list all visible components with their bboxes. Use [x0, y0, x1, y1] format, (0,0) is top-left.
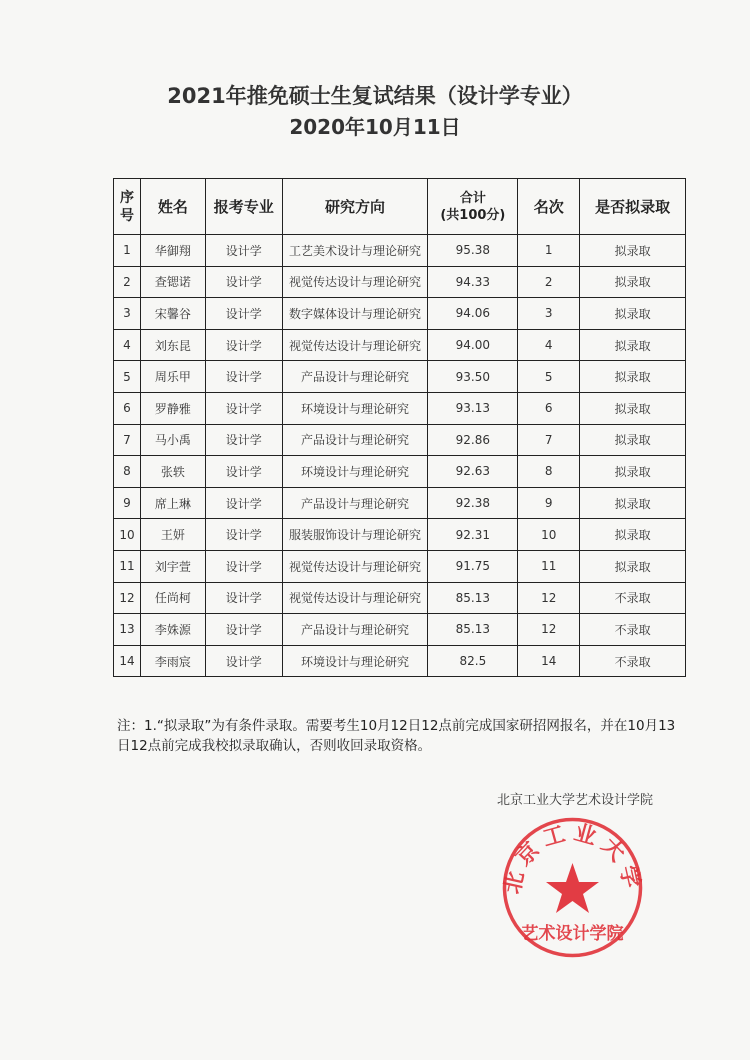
- cell-admitted: 拟录取: [580, 550, 686, 582]
- cell-major: 设计学: [205, 487, 282, 519]
- cell-direction: 产品设计与理论研究: [282, 424, 428, 456]
- cell-index: 1: [114, 235, 141, 267]
- cell-score: 94.00: [428, 329, 518, 361]
- table-row: [114, 424, 686, 456]
- header-admitted: 是否拟录取: [580, 179, 686, 235]
- table-row: [114, 550, 686, 582]
- table-row: [114, 487, 686, 519]
- cell-direction: 产品设计与理论研究: [282, 487, 428, 519]
- seal-outer-text: 北京工业大学: [500, 820, 645, 897]
- cell-admitted: 拟录取: [580, 392, 686, 424]
- cell-name: 周乐甲: [140, 361, 205, 393]
- document-title: 2021年推免硕士生复试结果（设计学专业）: [167, 84, 583, 108]
- cell-index: 6: [114, 392, 141, 424]
- cell-index: 10: [114, 519, 141, 551]
- table-header-row: [114, 179, 686, 235]
- cell-index: 12: [114, 582, 141, 614]
- cell-index: 8: [114, 456, 141, 488]
- cell-score: 93.50: [428, 361, 518, 393]
- cell-name: 张轶: [140, 456, 205, 488]
- cell-index: 4: [114, 329, 141, 361]
- cell-name: 刘宇萱: [140, 550, 205, 582]
- cell-name: 华御翔: [140, 235, 205, 267]
- cell-major: 设计学: [205, 298, 282, 330]
- cell-major: 设计学: [205, 456, 282, 488]
- cell-major: 设计学: [205, 266, 282, 298]
- cell-major: 设计学: [205, 361, 282, 393]
- official-seal-stamp: [500, 815, 645, 960]
- cell-name: 宋馨谷: [140, 298, 205, 330]
- cell-direction: 产品设计与理论研究: [282, 361, 428, 393]
- cell-name: 李雨宸: [140, 645, 205, 677]
- cell-direction: 服装服饰设计与理论研究: [282, 519, 428, 551]
- cell-direction: 视觉传达设计与理论研究: [282, 266, 428, 298]
- cell-index: 13: [114, 614, 141, 646]
- cell-score: 92.31: [428, 519, 518, 551]
- cell-admitted: 拟录取: [580, 361, 686, 393]
- cell-admitted: 不录取: [580, 582, 686, 614]
- cell-major: 设计学: [205, 645, 282, 677]
- table-row: [114, 235, 686, 267]
- table-row: [114, 392, 686, 424]
- cell-rank: 7: [518, 424, 580, 456]
- cell-rank: 11: [518, 550, 580, 582]
- cell-rank: 2: [518, 266, 580, 298]
- cell-admitted: 拟录取: [580, 298, 686, 330]
- cell-admitted: 拟录取: [580, 487, 686, 519]
- cell-score: 85.13: [428, 614, 518, 646]
- header-total-label: 合计: [459, 190, 486, 206]
- cell-major: 设计学: [205, 614, 282, 646]
- cell-rank: 10: [518, 519, 580, 551]
- footnote: 注：1.“拟录取”为有条件录取。需要考生10月12日12点前完成国家研招网报名，并在10月13日12点前完成我校拟录取确认，否则收回录取资格。: [117, 718, 676, 754]
- header-direction: 研究方向: [282, 179, 428, 235]
- cell-rank: 12: [518, 614, 580, 646]
- cell-admitted: 拟录取: [580, 519, 686, 551]
- cell-major: 设计学: [205, 519, 282, 551]
- cell-admitted: 拟录取: [580, 456, 686, 488]
- signature-school: 北京工业大学艺术设计学院: [497, 793, 654, 808]
- cell-index: 14: [114, 645, 141, 677]
- cell-direction: 环境设计与理论研究: [282, 392, 428, 424]
- cell-index: 9: [114, 487, 141, 519]
- cell-rank: 1: [518, 235, 580, 267]
- header-total: [428, 179, 518, 235]
- cell-rank: 3: [518, 298, 580, 330]
- cell-rank: 8: [518, 456, 580, 488]
- table-row: [114, 456, 686, 488]
- cell-direction: 视觉传达设计与理论研究: [282, 550, 428, 582]
- cell-index: 11: [114, 550, 141, 582]
- table-row: [114, 361, 686, 393]
- cell-index: 3: [114, 298, 141, 330]
- cell-name: 刘东昆: [140, 329, 205, 361]
- cell-score: 94.33: [428, 266, 518, 298]
- cell-admitted: 拟录取: [580, 235, 686, 267]
- cell-direction: 工艺美术设计与理论研究: [282, 235, 428, 267]
- table-row: [114, 582, 686, 614]
- cell-admitted: 拟录取: [580, 266, 686, 298]
- cell-name: 王妍: [140, 519, 205, 551]
- cell-score: 91.75: [428, 550, 518, 582]
- header-index: 序号: [114, 179, 141, 235]
- cell-direction: 视觉传达设计与理论研究: [282, 329, 428, 361]
- cell-direction: 视觉传达设计与理论研究: [282, 582, 428, 614]
- cell-admitted: 拟录取: [580, 329, 686, 361]
- cell-name: 马小禹: [140, 424, 205, 456]
- cell-score: 82.5: [428, 645, 518, 677]
- cell-name: 李姝源: [140, 614, 205, 646]
- cell-direction: 环境设计与理论研究: [282, 645, 428, 677]
- cell-score: 85.13: [428, 582, 518, 614]
- cell-score: 92.63: [428, 456, 518, 488]
- cell-rank: 9: [518, 487, 580, 519]
- table-row: [114, 329, 686, 361]
- cell-admitted: 拟录取: [580, 424, 686, 456]
- cell-admitted: 不录取: [580, 645, 686, 677]
- header-major: 报考专业: [205, 179, 282, 235]
- table-row: [114, 266, 686, 298]
- results-table: [113, 178, 686, 677]
- table-row: [114, 614, 686, 646]
- table-row: [114, 298, 686, 330]
- cell-index: 5: [114, 361, 141, 393]
- cell-name: 任尚柯: [140, 582, 205, 614]
- table-row: [114, 519, 686, 551]
- table-body: [114, 235, 686, 677]
- cell-direction: 环境设计与理论研究: [282, 456, 428, 488]
- star-icon: [546, 863, 599, 913]
- cell-rank: 5: [518, 361, 580, 393]
- cell-score: 93.13: [428, 392, 518, 424]
- header-total-max: (共100分): [440, 207, 506, 223]
- cell-rank: 12: [518, 582, 580, 614]
- cell-major: 设计学: [205, 582, 282, 614]
- document-date: 2020年10月11日: [289, 115, 461, 139]
- cell-score: 94.06: [428, 298, 518, 330]
- cell-index: 7: [114, 424, 141, 456]
- cell-major: 设计学: [205, 235, 282, 267]
- cell-rank: 4: [518, 329, 580, 361]
- cell-major: 设计学: [205, 550, 282, 582]
- header-rank: 名次: [518, 179, 580, 235]
- cell-major: 设计学: [205, 329, 282, 361]
- cell-admitted: 不录取: [580, 614, 686, 646]
- cell-name: 查锶诺: [140, 266, 205, 298]
- cell-name: 罗静雅: [140, 392, 205, 424]
- cell-index: 2: [114, 266, 141, 298]
- cell-rank: 14: [518, 645, 580, 677]
- seal-inner-text: 艺术设计学院: [521, 924, 624, 944]
- cell-rank: 6: [518, 392, 580, 424]
- table-row: [114, 645, 686, 677]
- cell-name: 席上琳: [140, 487, 205, 519]
- cell-score: 95.38: [428, 235, 518, 267]
- cell-major: 设计学: [205, 392, 282, 424]
- header-name: 姓名: [140, 179, 205, 235]
- cell-score: 92.38: [428, 487, 518, 519]
- cell-direction: 产品设计与理论研究: [282, 614, 428, 646]
- cell-direction: 数字媒体设计与理论研究: [282, 298, 428, 330]
- cell-score: 92.86: [428, 424, 518, 456]
- cell-major: 设计学: [205, 424, 282, 456]
